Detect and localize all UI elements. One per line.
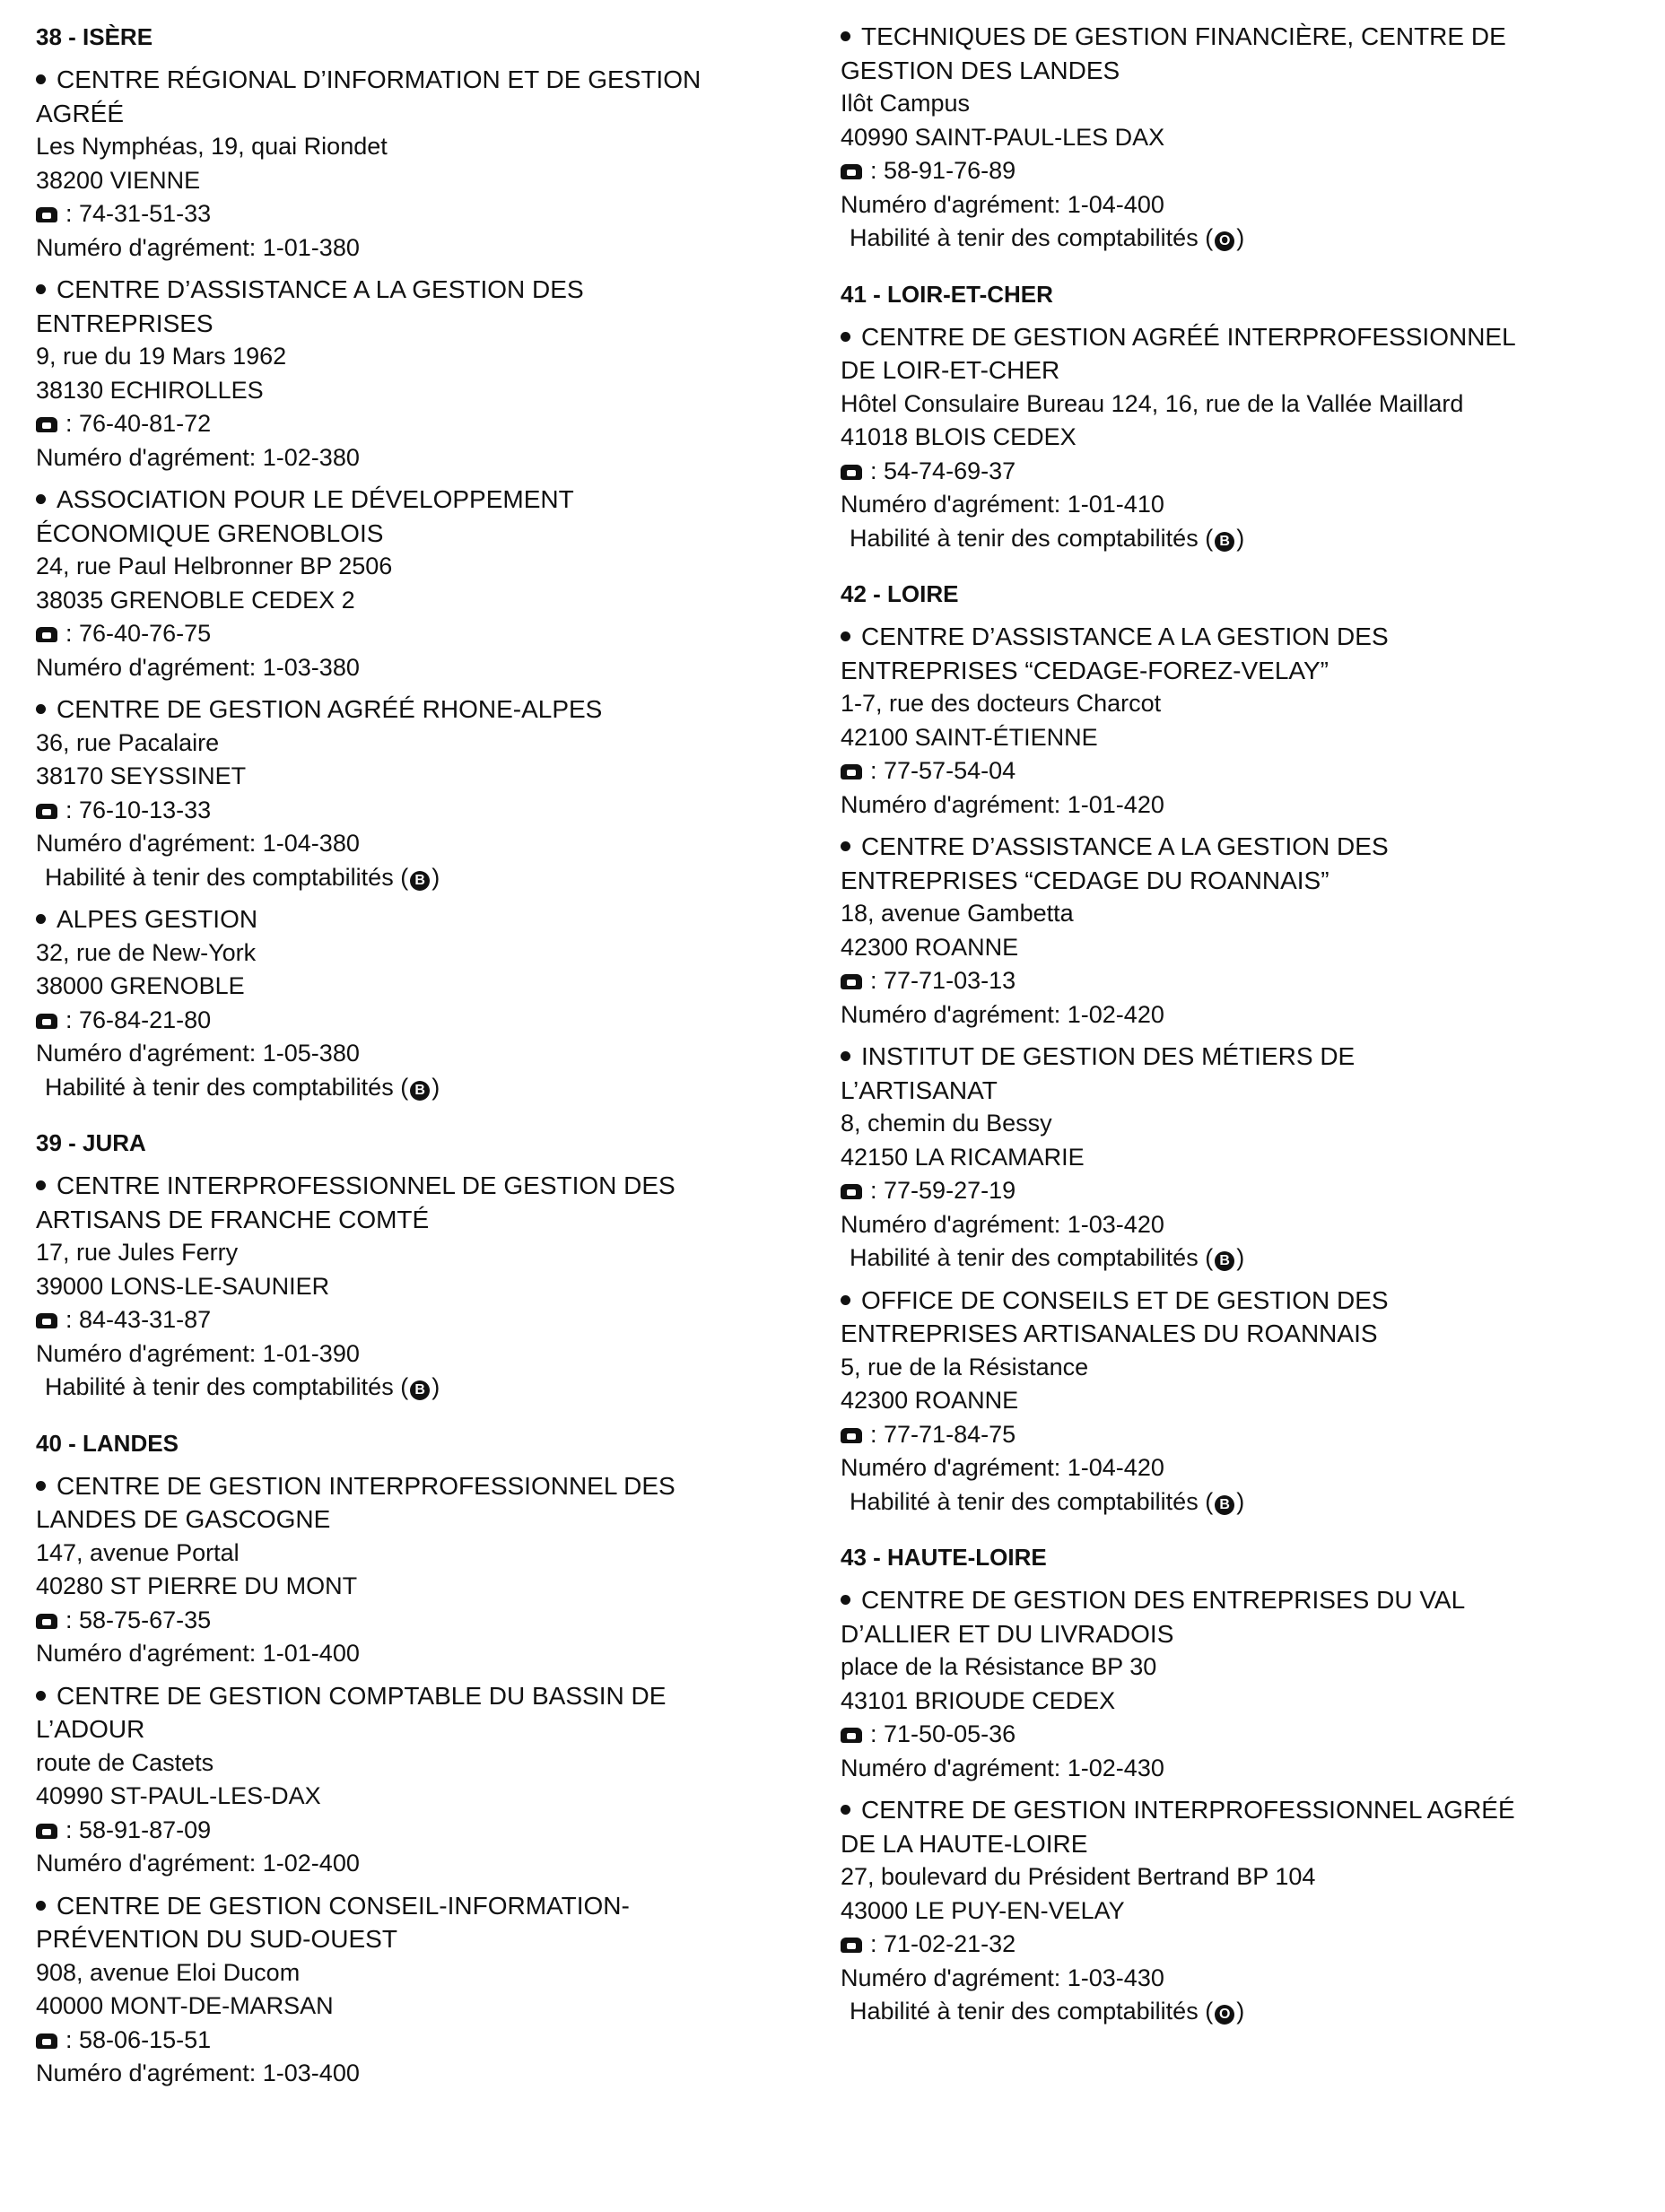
habilitation-line (841, 222, 1630, 256)
department-heading: 42 - LOIRE (841, 580, 959, 607)
bullet-icon (841, 332, 850, 342)
address-line: 17, rue Jules Ferry (36, 1239, 239, 1266)
phone-separator: : (65, 1816, 80, 1843)
entry-name-line (841, 620, 1630, 654)
phone-line (36, 617, 807, 651)
department-section (841, 577, 1630, 1519)
telephone-icon (841, 1428, 862, 1443)
entry-name: AGRÉÉ (36, 99, 125, 127)
phone-number: 77-71-03-13 (884, 967, 1016, 994)
agrement-number: Numéro d'agrément: 1-03-380 (36, 653, 360, 681)
entry-name-line (841, 864, 1630, 898)
phone-number: 76-40-81-72 (79, 410, 212, 437)
phone-separator: : (65, 620, 80, 647)
directory-entry (36, 1469, 807, 1671)
entry-name: INSTITUT DE GESTION DES MÉTIERS DE (861, 1042, 1356, 1070)
bullet-icon (36, 74, 46, 84)
phone-number: 71-02-21-32 (884, 1930, 1016, 1957)
entry-name-line (841, 1793, 1630, 1827)
agrement-number: Numéro d'agrément: 1-01-420 (841, 790, 1164, 818)
address-line: 1-7, rue des docteurs Charcot (841, 690, 1162, 717)
paren-open: ( (1198, 1487, 1214, 1515)
entry-name-line (841, 1074, 1630, 1108)
paren-open: ( (1198, 224, 1214, 251)
entry-name-line (36, 1922, 807, 1956)
entry-name: CENTRE DE GESTION INTERPROFESSIONNEL AGRÉÉ (861, 1796, 1515, 1824)
bullet-icon (36, 1901, 46, 1911)
phone-separator: : (870, 1420, 885, 1448)
circled-badge-icon: O (1215, 2005, 1234, 2025)
entry-name-line (841, 830, 1630, 864)
paren-close: ) (1236, 1487, 1245, 1515)
entry-name: CENTRE DE GESTION AGRÉÉ RHONE-ALPES (57, 695, 603, 723)
address-line: 42300 ROANNE (841, 933, 1019, 961)
phone-number: 77-71-84-75 (884, 1420, 1016, 1448)
bullet-icon (36, 494, 46, 504)
entry-name: ASSOCIATION POUR LE DÉVELOPPEMENT (57, 485, 574, 513)
directory-entry (36, 1679, 807, 1881)
directory-entry (841, 1284, 1630, 1520)
address-line: 8, chemin du Bessy (841, 1110, 1052, 1136)
paren-close: ) (432, 1073, 440, 1101)
entry-name-line (841, 1040, 1630, 1074)
habilitation-line (841, 1241, 1630, 1276)
telephone-icon (36, 417, 57, 432)
address-line: 43000 LE PUY-EN-VELAY (841, 1896, 1125, 1924)
entry-name-line (36, 902, 807, 936)
entry-name: DE LOIR-ET-CHER (841, 356, 1060, 384)
phone-line (841, 754, 1630, 788)
entry-name-line (36, 273, 807, 307)
entry-name-line (36, 517, 807, 551)
telephone-icon (841, 465, 862, 480)
paren-close: ) (1236, 224, 1245, 251)
agrement-number: Numéro d'agrément: 1-02-430 (841, 1754, 1164, 1781)
telephone-icon (36, 1614, 57, 1629)
telephone-icon (36, 207, 57, 222)
phone-number: 76-84-21-80 (79, 1006, 212, 1033)
address-line: 42150 LA RICAMARIE (841, 1143, 1085, 1171)
phone-separator: : (65, 1306, 80, 1333)
entry-name-line (841, 1617, 1630, 1651)
entry-name: L’ARTISANAT (841, 1076, 998, 1104)
address-line: 5, rue de la Résistance (841, 1353, 1089, 1380)
agrement-number: Numéro d'agrément: 1-02-380 (36, 443, 360, 471)
address-line: 38000 GRENOBLE (36, 972, 245, 999)
entry-name: CENTRE DE GESTION COMPTABLE DU BASSIN DE (57, 1681, 667, 1710)
circled-badge-icon: B (1215, 1251, 1234, 1271)
entry-name-line (841, 54, 1630, 88)
directory-entry (841, 620, 1630, 822)
left-column (36, 0, 807, 2099)
address-line: Hôtel Consulaire Bureau 124, 16, rue de la Vallée Maillard (841, 389, 1464, 417)
paren-close: ) (1236, 1998, 1245, 2025)
entry-name-line (36, 1889, 807, 1923)
entry-name: LANDES DE GASCOGNE (36, 1505, 331, 1533)
paren-open: ( (393, 1373, 409, 1400)
entry-name-line (841, 20, 1630, 54)
telephone-icon (36, 627, 57, 642)
circled-badge-icon: B (410, 1380, 430, 1400)
bullet-icon (36, 914, 46, 924)
paren-open: ( (1198, 1244, 1214, 1271)
directory-entry (841, 1793, 1630, 2029)
address-line: place de la Résistance BP 30 (841, 1653, 1157, 1680)
habilitation-line (841, 1485, 1630, 1520)
paren-close: ) (1236, 1244, 1245, 1271)
bullet-icon (36, 284, 46, 294)
habilitation-text: Habilité à tenir des comptabilités (45, 1373, 394, 1400)
department-heading: 38 - ISÈRE (36, 23, 153, 50)
telephone-icon (841, 764, 862, 779)
phone-line (36, 1303, 807, 1337)
phone-line (841, 1174, 1630, 1208)
habilitation-text: Habilité à tenir des comptabilités (45, 1073, 394, 1101)
directory-entry (841, 20, 1630, 256)
habilitation-text: Habilité à tenir des comptabilités (850, 524, 1199, 552)
phone-number: 58-91-76-89 (884, 157, 1016, 184)
phone-line (841, 1418, 1630, 1452)
address-line: route de Castets (36, 1748, 214, 1776)
directory-entry (36, 1169, 807, 1405)
bullet-icon (841, 1805, 850, 1815)
telephone-icon (36, 1014, 57, 1029)
phone-line (36, 794, 807, 828)
phone-separator: : (65, 796, 80, 823)
entry-name-line (841, 1317, 1630, 1351)
department-section (36, 1126, 807, 1405)
entry-name: ÉCONOMIQUE GRENOBLOIS (36, 518, 384, 547)
entry-name: CENTRE DE GESTION AGRÉÉ INTERPROFESSIONNEL (861, 322, 1516, 351)
phone-line (841, 1928, 1630, 1962)
habilitation-text: Habilité à tenir des comptabilités (850, 224, 1199, 251)
address-line: 40990 ST-PAUL-LES-DAX (36, 1782, 321, 1809)
entry-name-line (36, 483, 807, 517)
department-section (36, 1426, 807, 2091)
phone-separator: : (65, 1006, 80, 1033)
entry-name: ENTREPRISES (36, 309, 214, 337)
entry-name: CENTRE D’ASSISTANCE A LA GESTION DES (57, 275, 584, 303)
phone-number: 54-74-69-37 (884, 457, 1016, 484)
directory-entry (36, 692, 807, 894)
agrement-number: Numéro d'agrément: 1-03-400 (36, 2060, 360, 2086)
entry-name: ENTREPRISES “CEDAGE-FOREZ-VELAY” (841, 656, 1329, 684)
phone-separator: : (870, 1720, 885, 1747)
paren-open: ( (1198, 1998, 1214, 2025)
address-line: 9, rue du 19 Mars 1962 (36, 343, 287, 370)
paren-close: ) (1236, 524, 1245, 552)
phone-line (36, 1604, 807, 1638)
phone-number: 74-31-51-33 (79, 200, 212, 227)
entry-name-line (36, 1169, 807, 1203)
directory-entry (841, 1583, 1630, 1785)
phone-separator: : (870, 1930, 885, 1957)
address-line: 42300 ROANNE (841, 1387, 1019, 1414)
bullet-icon (36, 1481, 46, 1491)
phone-line (36, 197, 807, 231)
entry-name-line (36, 1679, 807, 1713)
entry-name: CENTRE DE GESTION CONSEIL-INFORMATION- (57, 1891, 630, 1920)
address-line: Ilôt Campus (841, 90, 971, 117)
habilitation-line (36, 1371, 807, 1405)
phone-separator: : (65, 1606, 80, 1633)
address-line: 42100 SAINT-ÉTIENNE (841, 723, 1098, 751)
phone-line (36, 2024, 807, 2058)
address-line: 38130 ECHIROLLES (36, 376, 264, 404)
phone-separator: : (870, 967, 885, 994)
agrement-number: Numéro d'agrément: 1-01-410 (841, 491, 1164, 518)
habilitation-text: Habilité à tenir des comptabilités (850, 1998, 1199, 2025)
address-line: 18, avenue Gambetta (841, 900, 1074, 927)
paren-close: ) (432, 1373, 440, 1400)
habilitation-line (36, 1071, 807, 1105)
bullet-icon (841, 1295, 850, 1305)
entry-name: ALPES GESTION (57, 905, 258, 933)
agrement-number: Numéro d'agrément: 1-04-420 (841, 1454, 1164, 1481)
entry-name-line (36, 63, 807, 97)
entry-name: CENTRE INTERPROFESSIONNEL DE GESTION DES (57, 1171, 676, 1199)
phone-number: 71-50-05-36 (884, 1720, 1016, 1747)
entry-name-line (841, 353, 1630, 388)
department-heading: 40 - LANDES (36, 1429, 179, 1457)
address-line: 147, avenue Portal (36, 1538, 240, 1566)
entry-name: OFFICE DE CONSEILS ET DE GESTION DES (861, 1285, 1389, 1314)
telephone-icon (841, 1184, 862, 1199)
entry-name: L’ADOUR (36, 1715, 145, 1743)
entry-name-line (841, 1583, 1630, 1617)
entry-name-line (36, 1469, 807, 1503)
agrement-number: Numéro d'agrément: 1-01-390 (36, 1339, 360, 1367)
directory-entry (36, 63, 807, 265)
address-line: 38170 SEYSSINET (36, 762, 247, 789)
phone-separator: : (65, 2025, 80, 2053)
address-line: 32, rue de New-York (36, 938, 257, 966)
entry-name-line (36, 1502, 807, 1537)
phone-separator: : (65, 200, 80, 227)
directory-entry (841, 1040, 1630, 1276)
habilitation-line (36, 861, 807, 895)
department-heading: 43 - HAUTE-LOIRE (841, 1544, 1047, 1571)
bullet-icon (841, 31, 850, 41)
address-line: 38200 VIENNE (36, 166, 201, 194)
address-line: 40000 MONT-DE-MARSAN (36, 1992, 334, 2019)
agrement-number: Numéro d'agrément: 1-03-430 (841, 1964, 1164, 1991)
phone-number: 84-43-31-87 (79, 1306, 212, 1333)
telephone-icon (36, 1313, 57, 1328)
telephone-icon (36, 804, 57, 819)
phone-line (36, 407, 807, 441)
phone-separator: : (65, 410, 80, 437)
directory-entry (36, 1889, 807, 2091)
habilitation-text: Habilité à tenir des comptabilités (850, 1244, 1199, 1271)
entry-name: CENTRE DE GESTION DES ENTREPRISES DU VAL (861, 1586, 1466, 1614)
entry-name-line (841, 654, 1630, 688)
phone-line (841, 1718, 1630, 1752)
entry-name: GESTION DES LANDES (841, 56, 1120, 84)
address-line: 38035 GRENOBLE CEDEX 2 (36, 586, 355, 614)
entry-name-line (841, 1827, 1630, 1861)
agrement-number: Numéro d'agrément: 1-04-380 (36, 830, 360, 857)
paren-open: ( (1198, 524, 1214, 552)
habilitation-text: Habilité à tenir des comptabilités (45, 863, 394, 891)
bullet-icon (841, 1051, 850, 1061)
entry-name: PRÉVENTION DU SUD-OUEST (36, 1925, 397, 1953)
phone-line (36, 1004, 807, 1038)
address-line: 40990 SAINT-PAUL-LES DAX (841, 123, 1165, 151)
circled-badge-icon: B (1215, 1495, 1234, 1515)
department-heading: 41 - LOIR-ET-CHER (841, 280, 1053, 308)
circled-badge-icon: B (1215, 532, 1234, 552)
phone-line (841, 154, 1630, 188)
directory-entry (841, 320, 1630, 556)
entry-name: CENTRE D’ASSISTANCE A LA GESTION DES (861, 832, 1389, 860)
bullet-icon (841, 1595, 850, 1605)
entry-name: ENTREPRISES ARTISANALES DU ROANNAIS (841, 1319, 1378, 1347)
directory-entry (841, 830, 1630, 1032)
paren-open: ( (393, 1073, 409, 1101)
agrement-number: Numéro d'agrément: 1-05-380 (36, 1040, 360, 1067)
department-heading: 39 - JURA (36, 1129, 146, 1156)
department-section (841, 277, 1630, 556)
phone-separator: : (870, 157, 885, 184)
right-column (841, 0, 1630, 2037)
telephone-icon (841, 974, 862, 989)
phone-number: 76-10-13-33 (79, 796, 212, 823)
habilitation-line (841, 1995, 1630, 2029)
habilitation-text: Habilité à tenir des comptabilités (850, 1487, 1199, 1515)
directory-entry (36, 902, 807, 1104)
entry-name: ENTREPRISES “CEDAGE DU ROANNAIS” (841, 866, 1329, 894)
entry-name-line (36, 1712, 807, 1746)
entry-name-line (36, 1203, 807, 1237)
directory-entry (36, 483, 807, 684)
address-line: 36, rue Pacalaire (36, 728, 220, 756)
directory-entry (36, 273, 807, 475)
telephone-icon (841, 1938, 862, 1953)
entry-name-line (36, 97, 807, 131)
bullet-icon (841, 841, 850, 851)
agrement-number: Numéro d'agrément: 1-02-420 (841, 1000, 1164, 1028)
agrement-number: Numéro d'agrément: 1-01-400 (36, 1640, 360, 1667)
entry-name: TECHNIQUES DE GESTION FINANCIÈRE, CENTRE DE (861, 22, 1506, 50)
entry-name: CENTRE RÉGIONAL D’INFORMATION ET DE GESTION (57, 65, 702, 93)
entry-name: CENTRE DE GESTION INTERPROFESSIONNEL DES (57, 1471, 676, 1500)
agrement-number: Numéro d'agrément: 1-01-380 (36, 233, 360, 261)
phone-separator: : (870, 757, 885, 784)
address-line: 40280 ST PIERRE DU MONT (36, 1572, 358, 1599)
bullet-icon (36, 704, 46, 714)
entry-name: D’ALLIER ET DU LIVRADOIS (841, 1619, 1174, 1648)
entry-name-line (841, 1284, 1630, 1318)
circled-badge-icon: O (1215, 231, 1234, 251)
phone-number: 77-59-27-19 (884, 1177, 1016, 1204)
agrement-number: Numéro d'agrément: 1-02-400 (36, 1850, 360, 1877)
agrement-number: Numéro d'agrément: 1-04-400 (841, 190, 1164, 218)
circled-badge-icon: B (410, 1081, 430, 1101)
phone-number: 76-40-76-75 (79, 620, 212, 647)
entry-name: CENTRE D’ASSISTANCE A LA GESTION DES (861, 623, 1389, 650)
phone-number: 58-75-67-35 (79, 1606, 212, 1633)
entry-name-line (841, 320, 1630, 354)
telephone-icon (36, 2033, 57, 2049)
address-line: 39000 LONS-LE-SAUNIER (36, 1272, 330, 1300)
circled-badge-icon: B (410, 871, 430, 891)
bullet-icon (36, 1691, 46, 1701)
phone-number: 77-57-54-04 (884, 757, 1016, 784)
bullet-icon (841, 631, 850, 641)
entry-name-line (36, 307, 807, 341)
agrement-number: Numéro d'agrément: 1-03-420 (841, 1210, 1164, 1238)
paren-open: ( (393, 863, 409, 891)
phone-number: 58-91-87-09 (79, 1816, 212, 1843)
address-line: 24, rue Paul Helbronner BP 2506 (36, 553, 393, 579)
entry-name-line (36, 692, 807, 727)
phone-separator: : (870, 1177, 885, 1204)
phone-separator: : (870, 457, 885, 484)
phone-number: 58-06-15-51 (79, 2025, 212, 2053)
telephone-icon (36, 1824, 57, 1839)
address-line: 41018 BLOIS CEDEX (841, 423, 1077, 450)
paren-close: ) (432, 863, 440, 891)
department-section (841, 1540, 1630, 2029)
department-section (841, 0, 1630, 256)
entry-name: ARTISANS DE FRANCHE COMTÉ (36, 1205, 430, 1233)
phone-line (841, 964, 1630, 998)
phone-line (841, 455, 1630, 489)
entry-name: DE LA HAUTE-LOIRE (841, 1829, 1088, 1858)
address-line: 43101 BRIOUDE CEDEX (841, 1686, 1116, 1714)
telephone-icon (841, 164, 862, 179)
address-line: 27, boulevard du Président Bertrand BP 104 (841, 1863, 1316, 1890)
address-line: 908, avenue Eloi Ducom (36, 1958, 301, 1986)
bullet-icon (36, 1180, 46, 1190)
phone-line (36, 1814, 807, 1848)
habilitation-line (841, 522, 1630, 556)
telephone-icon (841, 1728, 862, 1743)
department-section (36, 20, 807, 1104)
address-line: Les Nymphéas, 19, quai Riondet (36, 133, 388, 160)
